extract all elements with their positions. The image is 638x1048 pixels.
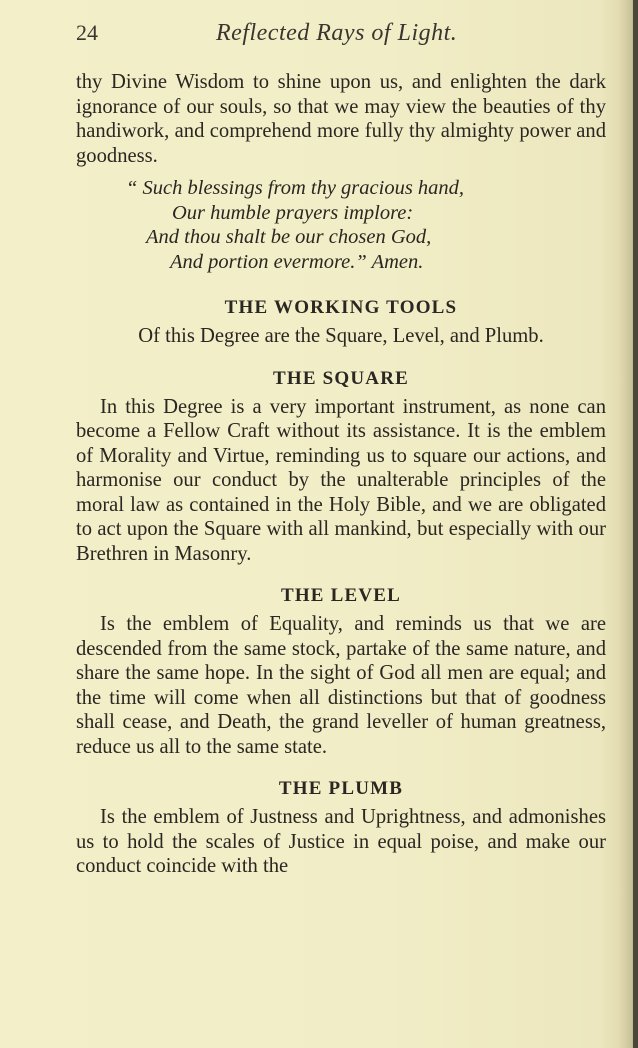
opening-paragraph: thy Divine Wisdom to shine upon us, and enlighten the dark ignorance of our souls, so that we may view the beauties of thy handiwork, and comprehend more fully thy almighty power and goodness. [76, 71, 606, 167]
plumb-heading: THE PLUMB [278, 778, 404, 799]
square-paragraph: In this Degree is a very important instrument, as none can become a Fellow Craft without its assistance. It is the emblem of Morality and Virtue, reminding us to square our actions, and harmonise our conduct by the unalterable principles of the moral law as contained in the Holy Bible, and we are obligated to act upon the Square with all mankind, but especially with our Brethren in Masonry. [76, 395, 606, 565]
verse-line-3: And thou shalt be our chosen God, [146, 226, 432, 248]
working-tools-heading: THE WORKING TOOLS [224, 297, 458, 318]
page-content [76, 70, 606, 879]
page-edge [633, 0, 638, 1048]
verse-line-1: “ Such blessings from thy gracious hand, [126, 177, 465, 199]
running-title: Reflected Rays of Light. [216, 20, 458, 46]
level-paragraph: Is the emblem of Equality, and reminds us that we are descended from the same stock, partake of the same nature, and share the same hope. In the sight of God all men are equal; and the time will come when all distinctions but that of goodness shall cease, and Death, the grand leveller of human greatness, reduce us all to the same state. [76, 613, 606, 758]
square-heading: THE SQUARE [272, 367, 410, 389]
page-header [76, 20, 606, 52]
working-tools-text: Of this Degree are the Square, Level, and Plumb. [138, 325, 544, 347]
plumb-paragraph: Is the emblem of Justness and Uprightness, and admonishes us to hold the scales of Justice in equal poise, and make our conduct coincide with the [76, 806, 606, 877]
verse [76, 176, 606, 274]
level-heading: THE LEVEL [280, 585, 402, 606]
verse-line-2: Our humble prayers implore: [172, 201, 414, 224]
verse-line-4: And portion evermore.” Amen. [170, 250, 424, 273]
page-number: 24 [76, 20, 98, 45]
